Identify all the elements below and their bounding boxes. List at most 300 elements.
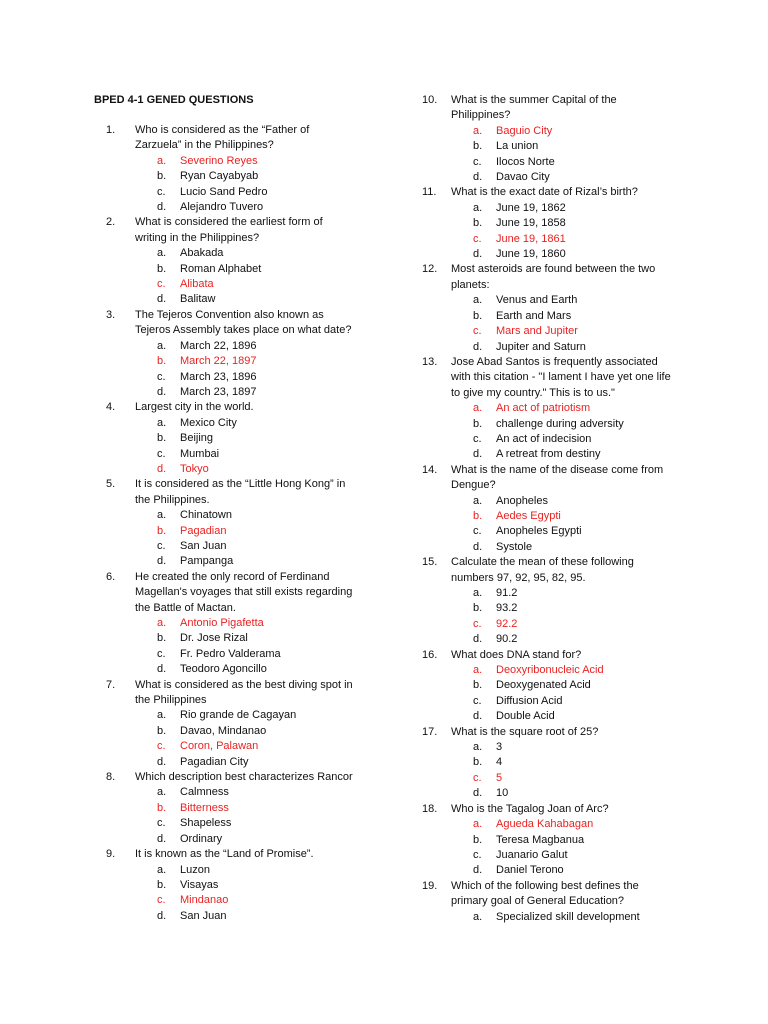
correct-answer (473, 401, 722, 416)
choice-text: Mars and Jupiter (496, 325, 578, 338)
choice-text: Lucio Sand Pedro (180, 185, 268, 198)
choice-letter: b. (473, 602, 483, 615)
question-number: 13. (422, 355, 438, 368)
choice-text: Visayas (180, 878, 219, 891)
choice-text: March 22, 1896 (180, 339, 257, 352)
question-text: writing in the Philippines? (135, 231, 260, 244)
choice-list (422, 401, 722, 463)
question-text: Largest city in the world. (135, 401, 254, 414)
question-19 (422, 879, 722, 925)
correct-answer (157, 354, 406, 369)
choice-list (106, 785, 406, 847)
choice-letter: b. (473, 217, 483, 230)
question-text: The Tejeros Convention also known as (135, 308, 324, 321)
choice-letter: b. (473, 417, 483, 430)
question-number: 19. (422, 879, 438, 892)
question-text: What is the exact date of Rizal’s birth? (451, 186, 638, 199)
answer-choice (157, 662, 406, 677)
question-text: planets: (451, 278, 490, 291)
choice-letter: d. (157, 201, 167, 214)
question-text: Jose Abad Santos is frequently associated (451, 355, 658, 368)
choice-letter: c. (157, 817, 166, 830)
choice-text: Pagadian City (180, 755, 249, 768)
question-text: the Philippines (135, 694, 207, 707)
choice-letter: d. (157, 555, 167, 568)
question-16 (422, 648, 722, 725)
choice-letter: c. (157, 647, 166, 660)
choice-letter: d. (473, 787, 483, 800)
choice-letter: c. (473, 848, 482, 861)
choice-list (422, 740, 722, 802)
choice-letter: b. (473, 756, 483, 769)
choice-letter: a. (473, 294, 483, 307)
choice-text: Severino Reyes (180, 154, 258, 167)
answer-choice (473, 709, 722, 724)
choice-text: 91.2 (496, 587, 518, 599)
answer-choice (157, 447, 406, 462)
choice-letter: b. (473, 309, 483, 322)
question-text: Who is the Tagalog Joan of Arc? (451, 802, 609, 815)
choice-list (422, 910, 722, 925)
correct-answer (157, 524, 406, 539)
choice-list (422, 293, 722, 355)
choice-letter: b. (473, 509, 483, 522)
answer-choice (473, 340, 722, 355)
right-column (422, 93, 722, 925)
choice-list (422, 494, 722, 556)
choice-text: Diffusion Acid (496, 694, 563, 707)
choice-text: Luzon (180, 863, 210, 876)
answer-choice (473, 201, 722, 216)
choice-letter: c. (157, 447, 166, 460)
answer-choice (473, 309, 722, 324)
question-text: What is considered the earliest form of (135, 216, 323, 229)
answer-choice (473, 910, 722, 925)
correct-answer (473, 771, 722, 786)
answer-choice (473, 586, 722, 601)
choice-letter: d. (157, 909, 167, 922)
choice-letter: a. (473, 910, 483, 923)
answer-choice (473, 848, 722, 863)
answer-choice (157, 878, 406, 893)
choice-text: Ordinary (180, 832, 223, 845)
choice-text: Rio grande de Cagayan (180, 709, 297, 722)
answer-choice (157, 385, 406, 400)
choice-list (422, 586, 722, 648)
question-number: 4. (106, 401, 116, 414)
question-text: the Battle of Mactan. (135, 601, 236, 614)
choice-letter: c. (473, 232, 482, 245)
question-number: 18. (422, 802, 438, 815)
question-text: It is known as the “Land of Promise”. (135, 848, 314, 861)
choice-text: challenge during adversity (496, 417, 624, 430)
choice-list (106, 246, 406, 308)
answer-choice (473, 524, 722, 539)
answer-choice (473, 632, 722, 647)
choice-text: Daniel Terono (496, 864, 564, 877)
question-14 (422, 463, 722, 555)
choice-letter: c. (473, 771, 482, 784)
page-title: BPED 4-1 GENED QUESTIONS (94, 94, 254, 106)
question-text: to give my country." This is to us." (451, 386, 615, 399)
choice-letter: c. (157, 539, 166, 552)
question-number: 6. (106, 570, 116, 583)
choice-text: Earth and Mars (496, 309, 572, 322)
choice-letter: a. (157, 863, 167, 876)
choice-letter: c. (473, 155, 482, 168)
question-number: 16. (422, 648, 438, 661)
answer-choice (473, 786, 722, 801)
correct-answer (157, 616, 406, 631)
choice-letter: b. (157, 878, 167, 891)
answer-choice (473, 155, 722, 170)
correct-answer (157, 801, 406, 816)
choice-letter: a. (157, 617, 167, 629)
question-text: with this citation - "I lament I have yet one life (451, 371, 671, 384)
answer-choice (473, 678, 722, 693)
choice-text: Roman Alphabet (180, 262, 262, 275)
choice-list (422, 663, 722, 725)
choice-text: Dr. Jose Rizal (180, 632, 248, 645)
choice-letter: a. (473, 818, 483, 831)
question-text: Magellan's voyages that still exists regarding (135, 586, 353, 599)
choice-letter: c. (473, 325, 482, 338)
answer-choice (473, 170, 722, 185)
answer-choice (157, 909, 406, 924)
question-number: 14. (422, 463, 438, 476)
question-15 (422, 555, 722, 647)
choice-text: Deoxyribonucleic Acid (496, 664, 604, 677)
answer-choice (473, 755, 722, 770)
answer-choice (157, 292, 406, 307)
choice-list (106, 508, 406, 570)
question-number: 17. (422, 725, 438, 738)
choice-letter: a. (157, 416, 167, 429)
choice-text: San Juan (180, 909, 227, 922)
choice-list (422, 201, 722, 263)
correct-answer (473, 509, 722, 524)
choice-letter: a. (157, 247, 167, 260)
answer-choice (473, 417, 722, 432)
choice-letter: d. (473, 171, 483, 184)
choice-text: La union (496, 140, 539, 153)
question-text: Dengue? (451, 479, 496, 492)
choice-letter: d. (157, 755, 167, 768)
choice-text: June 19, 1858 (496, 217, 566, 230)
question-13 (422, 355, 722, 463)
correct-answer (157, 277, 406, 292)
left-column (106, 123, 406, 924)
question-text: What is the square root of 25? (451, 725, 599, 738)
choice-letter: b. (157, 170, 167, 183)
answer-choice (473, 247, 722, 262)
question-18 (422, 802, 722, 879)
question-text: Most asteroids are found between the two (451, 263, 656, 276)
choice-letter: c. (157, 185, 166, 198)
answer-choice (157, 863, 406, 878)
choice-text: Baguio City (496, 124, 553, 137)
question-text: Which of the following best defines the (451, 879, 639, 892)
correct-answer (157, 154, 406, 169)
choice-letter: a. (473, 402, 483, 415)
question-text: Philippines? (451, 109, 511, 122)
choice-letter: c. (473, 617, 482, 630)
choice-letter: c. (473, 432, 482, 445)
choice-letter: b. (157, 432, 167, 445)
answer-choice (473, 432, 722, 447)
choice-text: March 22, 1897 (180, 355, 257, 368)
choice-text: 3 (496, 741, 503, 754)
correct-answer (473, 124, 722, 139)
choice-letter: a. (473, 664, 483, 677)
choice-letter: b. (157, 355, 167, 368)
question-text: What is the name of the disease come from (451, 463, 664, 476)
choice-text: 93.2 (496, 602, 518, 615)
correct-answer (473, 663, 722, 678)
choice-letter: b. (157, 724, 167, 737)
choice-list (106, 708, 406, 770)
question-text: He created the only record of Ferdinand (135, 570, 330, 583)
question-number: 1. (106, 124, 116, 136)
choice-text: Beijing (180, 432, 214, 445)
choice-letter: b. (473, 679, 483, 692)
question-5 (106, 477, 406, 569)
choice-letter: d. (473, 448, 483, 461)
correct-answer (157, 462, 406, 477)
choice-text: An act of patriotism (496, 402, 591, 415)
choice-letter: d. (157, 462, 167, 475)
answer-choice (473, 540, 722, 555)
choice-text: Balitaw (180, 293, 216, 306)
choice-letter: d. (157, 663, 167, 676)
answer-choice (157, 246, 406, 261)
question-number: 12. (422, 263, 438, 276)
question-number: 11. (422, 186, 437, 199)
question-text: It is considered as the “Little Hong Kong” in (135, 478, 346, 491)
choice-letter: c. (157, 370, 166, 383)
question-number: 8. (106, 771, 116, 784)
question-11 (422, 185, 722, 262)
choice-text: Coron, Palawan (180, 740, 259, 753)
choice-letter: c. (473, 694, 482, 707)
correct-answer (473, 817, 722, 832)
question-10 (422, 93, 722, 185)
choice-text: Antonio Pigafetta (180, 617, 264, 629)
choice-list (106, 863, 406, 925)
question-number: 2. (106, 216, 116, 229)
answer-choice (157, 755, 406, 770)
choice-text: Double Acid (496, 710, 555, 723)
choice-text: Deoxygenated Acid (496, 679, 591, 692)
question-text: Tejeros Assembly takes place on what date? (135, 324, 352, 337)
question-6 (106, 570, 406, 678)
answer-choice (157, 631, 406, 646)
answer-choice (157, 431, 406, 446)
answer-choice (157, 832, 406, 847)
answer-choice (157, 816, 406, 831)
choice-letter: d. (473, 340, 483, 353)
choice-text: Mindanao (180, 894, 229, 907)
choice-text: Mexico City (180, 416, 237, 429)
choice-list (422, 124, 722, 186)
choice-letter: b. (157, 262, 167, 275)
choice-list (106, 339, 406, 401)
choice-list (106, 154, 406, 216)
choice-text: Ilocos Norte (496, 155, 555, 168)
question-number: 7. (106, 678, 116, 691)
choice-letter: d. (473, 633, 483, 646)
choice-letter: a. (157, 339, 167, 352)
choice-letter: b. (157, 801, 167, 814)
choice-text: An act of indecision (496, 432, 592, 445)
choice-letter: a. (473, 741, 483, 754)
answer-choice (157, 185, 406, 200)
choice-text: Bitterness (180, 801, 229, 814)
choice-text: Jupiter and Saturn (496, 340, 586, 353)
answer-choice (157, 262, 406, 277)
choice-text: Davao, Mindanao (180, 724, 267, 737)
correct-answer (473, 232, 722, 247)
choice-list (422, 817, 722, 879)
choice-letter: a. (473, 494, 483, 507)
question-number: 10. (422, 94, 438, 106)
choice-text: June 19, 1861 (496, 232, 566, 245)
choice-text: 92.2 (496, 617, 518, 630)
choice-letter: d. (473, 248, 483, 261)
choice-text: 5 (496, 771, 503, 784)
answer-choice (157, 708, 406, 723)
answer-choice (157, 169, 406, 184)
answer-choice (157, 785, 406, 800)
question-number: 3. (106, 308, 116, 321)
choice-letter: a. (473, 587, 483, 599)
choice-letter: d. (473, 710, 483, 723)
choice-text: Fr. Pedro Valderama (180, 647, 281, 660)
choice-text: San Juan (180, 539, 227, 552)
choice-text: Anopheles Egypti (496, 525, 582, 538)
question-number: 5. (106, 478, 116, 491)
answer-choice (473, 216, 722, 231)
choice-text: Agueda Kahabagan (496, 818, 594, 831)
answer-choice (473, 139, 722, 154)
question-7 (106, 678, 406, 770)
question-text: What is considered as the best diving spot in (135, 678, 353, 691)
choice-letter: c. (473, 525, 482, 538)
answer-choice (473, 694, 722, 709)
question-number: 9. (106, 848, 116, 861)
choice-letter: a. (157, 786, 167, 799)
choice-letter: c. (157, 740, 166, 753)
choice-letter: d. (157, 832, 167, 845)
correct-answer (473, 324, 722, 339)
answer-choice (157, 339, 406, 354)
choice-text: Anopheles (496, 494, 548, 507)
choice-text: Aedes Egypti (496, 509, 561, 522)
choice-text: Alibata (180, 278, 214, 291)
choice-text: 10 (496, 787, 509, 800)
choice-text: Abakada (180, 247, 224, 260)
question-text: What does DNA stand for? (451, 648, 582, 661)
question-1 (106, 123, 406, 215)
choice-letter: a. (157, 154, 167, 167)
choice-text: March 23, 1897 (180, 385, 257, 398)
question-text: Who is considered as the “Father of (135, 124, 310, 136)
question-text: Zarzuela” in the Philippines? (135, 139, 274, 152)
choice-letter: d. (473, 864, 483, 877)
answer-choice (157, 554, 406, 569)
correct-answer (157, 739, 406, 754)
choice-text: Teresa Magbanua (496, 833, 585, 846)
answer-choice (473, 863, 722, 878)
answer-choice (473, 833, 722, 848)
choice-text: Ryan Cayabyab (180, 170, 259, 183)
answer-choice (473, 293, 722, 308)
choice-list (106, 616, 406, 678)
choice-text: Juanario Galut (496, 848, 568, 861)
choice-letter: b. (157, 632, 167, 645)
answer-choice (157, 724, 406, 739)
answer-choice (157, 370, 406, 385)
choice-text: Tokyo (180, 462, 209, 475)
choice-letter: d. (473, 540, 483, 553)
choice-text: Specialized skill development (496, 910, 640, 923)
question-8 (106, 770, 406, 847)
question-text: Which description best characterizes Rancor (135, 771, 353, 784)
choice-text: Mumbai (180, 447, 220, 460)
answer-choice (157, 539, 406, 554)
choice-text: Chinatown (180, 509, 232, 522)
question-text: Calculate the mean of these following (451, 556, 634, 569)
choice-text: June 19, 1862 (496, 201, 566, 214)
choice-letter: a. (473, 124, 483, 137)
question-4 (106, 400, 406, 477)
choice-text: Davao City (496, 171, 550, 184)
question-12 (422, 262, 722, 354)
choice-text: 90.2 (496, 633, 518, 646)
question-text: What is the summer Capital of the (451, 94, 617, 106)
choice-letter: b. (157, 524, 167, 537)
choice-letter: a. (473, 201, 483, 214)
choice-text: Shapeless (180, 817, 232, 830)
answer-choice (473, 447, 722, 462)
answer-choice (157, 416, 406, 431)
choice-letter: a. (157, 509, 167, 522)
correct-answer (473, 617, 722, 632)
answer-choice (473, 740, 722, 755)
answer-choice (473, 601, 722, 616)
choice-letter: c. (157, 278, 166, 291)
choice-text: June 19, 1860 (496, 248, 566, 261)
question-9 (106, 847, 406, 924)
question-text: primary goal of General Education? (451, 895, 625, 908)
answer-choice (157, 200, 406, 215)
choice-list (106, 416, 406, 478)
choice-text: Alejandro Tuvero (180, 201, 264, 214)
choice-letter: c. (157, 894, 166, 907)
choice-text: Calmness (180, 786, 229, 799)
choice-text: Teodoro Agoncillo (180, 663, 267, 676)
question-17 (422, 725, 722, 802)
choice-text: 4 (496, 756, 503, 769)
choice-letter: b. (473, 833, 483, 846)
question-number: 15. (422, 556, 438, 569)
choice-text: A retreat from destiny (496, 448, 601, 461)
question-text: numbers 97, 92, 95, 82, 95. (451, 571, 586, 584)
choice-letter: b. (473, 140, 483, 153)
answer-choice (157, 508, 406, 523)
answer-choice (157, 647, 406, 662)
choice-text: March 23, 1896 (180, 370, 257, 383)
